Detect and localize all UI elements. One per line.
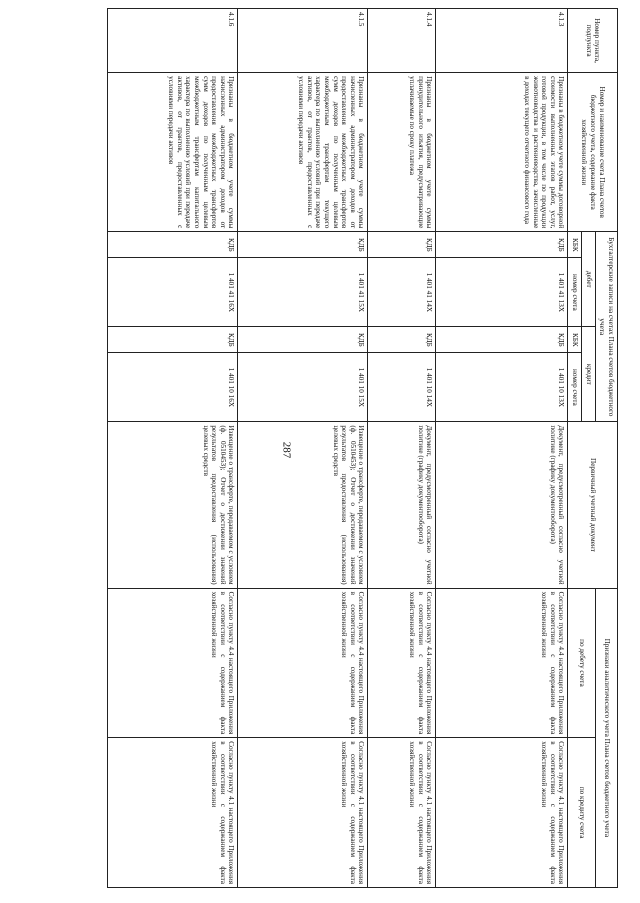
row-analytics-debit: Согласно пункту 4.4 настоящего Приложения в соответствии с содержанием факта хозяйственной жизни (368, 588, 436, 738)
row-analytics-credit: Согласно пункту 4.1 настоящего Приложения в соответствии с содержанием факта хозяйственной жизни (108, 738, 238, 888)
row-num: 4.1.3 (436, 9, 568, 73)
row-account-credit: 1 401 10 14Х (368, 353, 436, 422)
row-kbk-debit: КДБ (436, 232, 568, 258)
table-row (436, 9, 568, 888)
page-number: 287 (280, 441, 293, 459)
row-analytics-debit: Согласно пункту 4.4 настоящего Приложения в соответствии с содержанием факта хозяйственной жизни (238, 588, 368, 738)
header-primary-doc: Первичный учетный документ (568, 422, 618, 588)
row-kbk-credit: КДБ (436, 327, 568, 353)
header-by-debit: по дебету счета (568, 588, 595, 738)
row-kbk-credit: КДБ (368, 327, 436, 353)
row-account-debit: 1 401 41 13Х (436, 258, 568, 327)
accounting-table (107, 8, 618, 888)
header-by-credit: по кредиту счета (568, 738, 595, 888)
row-kbk-credit: КДБ (238, 327, 368, 353)
row-account-debit: 1 401 41 15Х (238, 258, 368, 327)
row-num: 4.1.5 (238, 9, 368, 73)
row-kbk-credit: КДБ (108, 327, 238, 353)
row-analytics-credit: Согласно пункту 4.1 настоящего Приложения в соответствии с содержанием факта хозяйственной жизни (238, 738, 368, 888)
row-account-credit: 1 401 10 13Х (436, 353, 568, 422)
header-kbk-debit: КБК (568, 232, 582, 258)
row-account-credit: 1 401 10 16Х (108, 353, 238, 422)
row-kbk-debit: КДБ (238, 232, 368, 258)
row-num: 4.1.6 (108, 9, 238, 73)
row-account-credit: 1 401 10 15Х (238, 353, 368, 422)
header-credit: кредит (582, 327, 596, 422)
row-analytics-debit: Согласно пункту 4.4 настоящего Приложения в соответствии с содержанием факта хозяйственной жизни (436, 588, 568, 738)
row-primary-doc: Документ, предусмотренный согласно учетной политике (графику документооборота) (368, 422, 436, 588)
header-entries: Бухгалтерские записи на счетах Плана счетов бюджетного учета (595, 232, 617, 422)
document-sheet (18, 8, 618, 888)
header-num: Номер пункта, подпункта (568, 9, 618, 73)
row-num: 4.1.4 (368, 9, 436, 73)
row-description: Признаны в бюджетном учете суммы начисленных администратором доходов от предоставления межбюджетных трансфертов сумм доходов по полученным целевым межбюджетным трансфертам текущего характера по выполнению условий при передаче активов, от грантов, предоставленных с условиями передачи активов (238, 73, 368, 232)
row-account-debit: 1 401 41 16Х (108, 258, 238, 327)
header-analytics: Признаки аналитического учета Плана счетов бюджетного учета (595, 588, 617, 887)
table-header (568, 9, 618, 888)
table-row (238, 9, 368, 888)
header-account: Номер и наименование счета Плана счетов бюджетного учета, содержание факта хозяйственной жизни (568, 73, 618, 232)
table-row (108, 9, 238, 888)
row-analytics-debit: Согласно пункту 4.4 настоящего Приложения в соответствии с содержанием факта хозяйственной жизни (108, 588, 238, 738)
row-account-debit: 1 401 41 14Х (368, 258, 436, 327)
row-description: Признаны в бюджетном учете суммы начисленных администратором доходов от предоставления межбюджетных трансфертов сумм доходов по полученным целевым межбюджетным трансфертам капитального характера по выполнению условий при передаче активов, от грантов, предоставленных с условиями передачи активов (108, 73, 238, 232)
header-kbk-credit: КБК (568, 327, 582, 353)
row-primary-doc: Извещение о трансферте, передаваемом с условием (ф. 0510453); Отчет о достижении значений результатов предоставления (использования) целевых средств (108, 422, 238, 588)
row-analytics-credit: Согласно пункту 4.1 настоящего Приложения в соответствии с содержанием факта хозяйственной жизни (368, 738, 436, 888)
header-account-num-credit: номер счета (568, 353, 582, 422)
row-kbk-debit: КДБ (108, 232, 238, 258)
row-primary-doc: Документ, предусмотренный согласно учетной политике (графику документооборота) (436, 422, 568, 588)
row-description: Признаны в бюджетном учете суммы договорной стоимости выполненных этапов работ, услуг, готовой продукции, в том числе по продукции животноводства и растениеводства, зачисленные в доходах текущего отчетного финансового года (436, 73, 568, 232)
header-debit: дебет (582, 232, 596, 327)
row-kbk-debit: КДБ (368, 232, 436, 258)
table-row (368, 9, 436, 888)
row-description: Признаны в бюджетном учете суммы принудительного изъятия, предусматривающие уплачиваемые по сроку платежа (368, 73, 436, 232)
row-primary-doc: Извещение о трансферте, передаваемом с условием (ф. 0510453); Отчет о достижении значений результатов предоставления (использования) целевых средств (238, 422, 368, 588)
header-account-num-debit: номер счета (568, 258, 582, 327)
row-analytics-credit: Согласно пункту 4.1 настоящего Приложения в соответствии с содержанием факта хозяйственной жизни (436, 738, 568, 888)
